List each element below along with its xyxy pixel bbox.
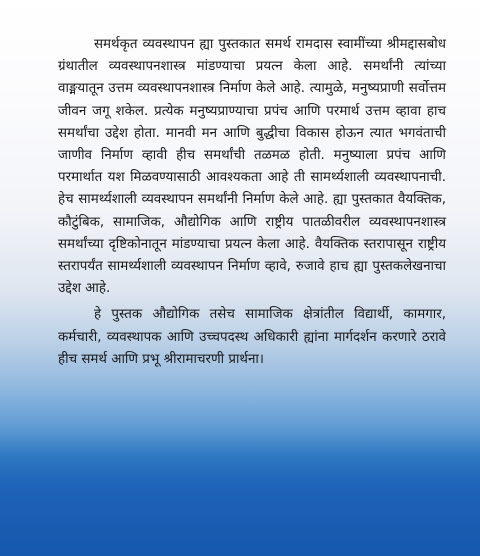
blurb-text: [58, 34, 446, 371]
blurb-paragraph-1: समर्थकृत व्यवस्थापन ह्या पुस्तकात समर्थ रामदास स्वामींच्या श्रीमद्दासबोध ग्रंथातील व्यवस्थापनशास्त्र मांडण्याचा प्रयत्न केला आहे. समर्थांनी त्यांच्या वाङ्मयातून उत्तम व्यवस्थापनशास्त्र निर्माण केले आहे. त्यामुळे, मनुष्यप्राणी सर्वोत्तम जीवन जगू शकेल. प्रत्येक मनुष्यप्राण्याचा प्रपंच आणि परमार्थ उत्तम व्हावा हाच समर्थांचा उद्देश होता. मानवी मन आणि बुद्धीचा विकास होऊन त्यात भगवंताची जाणीव निर्माण व्हावी हीच समर्थांची तळमळ होती. मनुष्याला प्रपंच आणि परमार्थात यश मिळवण्यासाठी आवश्यकता आहे ती सामर्थ्यशाली व्यवस्थापनाची. हेच सामर्थ्यशाली व्यवस्थापन समर्थांनी निर्माण केले आहे. ह्या पुस्तकात वैयक्तिक, कौटुंबिक, सामाजिक, औद्योगिक आणि राष्ट्रीय पातळीवरील व्यवस्थापनशास्त्र समर्थांच्या दृष्टिकोनातून मांडण्याचा प्रयत्न केला आहे. वैयक्तिक स्तरापासून राष्ट्रीय स्तरापर्यंत सामर्थ्यशाली व्यवस्थापन निर्माण व्हावे, रुजावे हाच ह्या पुस्तकलेखनाचा उद्देश आहे.: [58, 37, 446, 297]
blurb-paragraph-2: हे पुस्तक औद्योगिक तसेच सामाजिक क्षेत्रांतील विद्यार्थी, कामगार, कर्मचारी, व्यवस्थापक आणि उच्चपदस्थ अधिकारी ह्यांना मार्गदर्शन करणारे ठरावे हीच समर्थ आणि प्रभू श्रीरामाचरणी प्रार्थना।: [58, 307, 446, 367]
